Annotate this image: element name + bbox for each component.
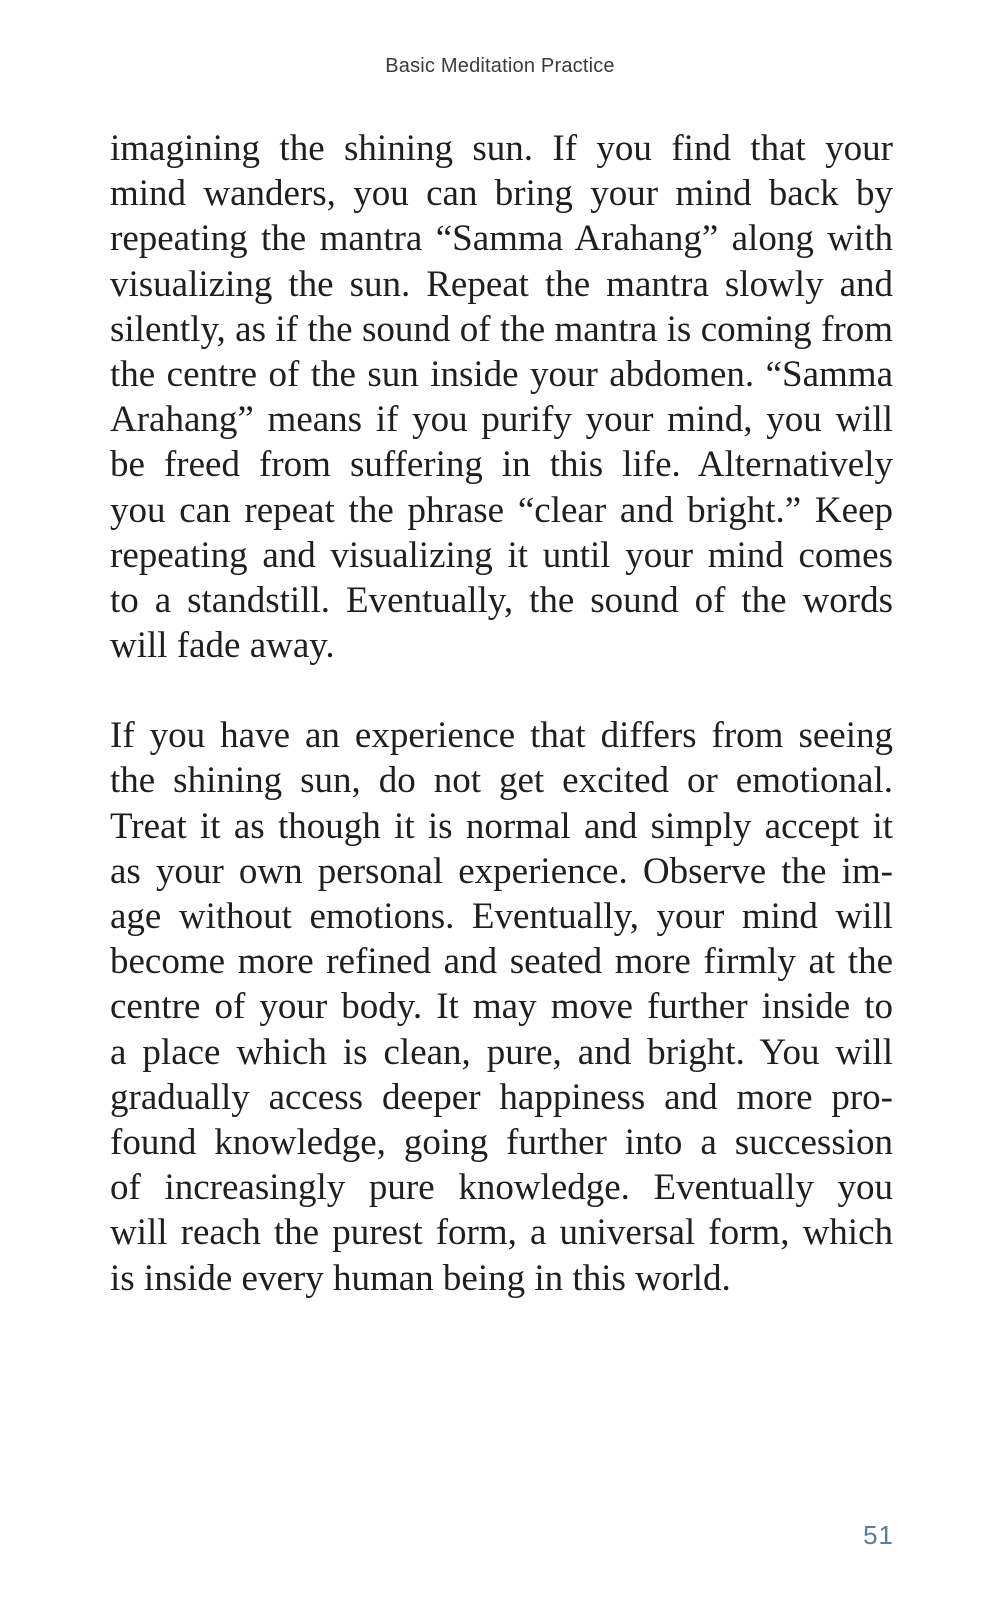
text-line: be freed from suffering in this life. Alternatively	[110, 444, 893, 486]
text-line: a place which is clean, pure, and bright. You will	[110, 1031, 893, 1073]
text-line: found knowledge, going further into a succession	[110, 1121, 893, 1163]
text-line: If you have an experience that differs from seeing	[110, 715, 893, 757]
running-header: Basic Meditation Practice	[385, 55, 615, 77]
text-line: Treat it as though it is normal and simply accept it	[110, 805, 893, 847]
text-line: mind wanders, you can bring your mind back by	[110, 173, 893, 215]
text-line: the shining sun, do not get excited or emotional.	[110, 760, 893, 802]
text-line: gradually access deeper happiness and more pro-	[110, 1076, 893, 1118]
paragraph-1	[110, 126, 893, 668]
text-line: visualizing the sun. Repeat the mantra slowly and	[110, 263, 893, 305]
text-line: age without emotions. Eventually, your mind will	[110, 896, 893, 937]
paragraph-gap	[110, 668, 893, 713]
text-line: as your own personal experience. Observe the im-	[110, 850, 893, 892]
text-line: the centre of the sun inside your abdomen. “Samma	[110, 353, 893, 395]
text-line: will fade away.	[110, 625, 335, 667]
text-line: is inside every human being in this world.	[110, 1257, 731, 1299]
text-line: Arahang” means if you purify your mind, you will	[110, 399, 893, 441]
page-number: 51	[863, 1520, 894, 1550]
body-text	[110, 126, 893, 1301]
text-line: silently, as if the sound of the mantra is coming from	[110, 308, 893, 350]
text-line: to a standstill. Eventually, the sound of the words	[110, 579, 893, 621]
paragraph-2	[110, 713, 893, 1300]
text-line: will reach the purest form, a universal form, which	[110, 1212, 893, 1254]
text-line: of increasingly pure knowledge. Eventually you	[110, 1167, 893, 1209]
text-line: repeating and visualizing it until your mind comes	[110, 534, 893, 576]
text-line: become more refined and seated more firmly at the	[110, 941, 893, 983]
text-line: you can repeat the phrase “clear and bright.” Keep	[110, 489, 893, 531]
text-line: imagining the shining sun. If you find that your	[110, 128, 893, 169]
text-line: repeating the mantra “Samma Arahang” along with	[110, 218, 893, 260]
text-line: centre of your body. It may move further inside to	[110, 986, 893, 1028]
